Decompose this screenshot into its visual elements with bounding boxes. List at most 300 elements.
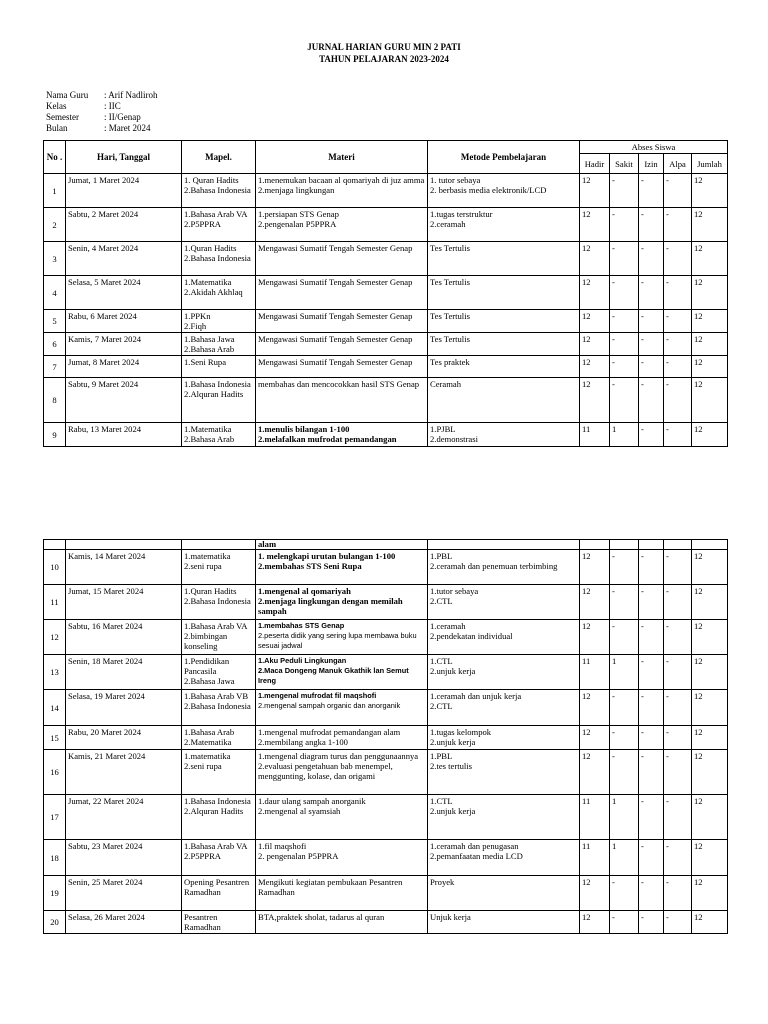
- header-mapel: Mapel.: [182, 141, 256, 174]
- cell-sakit: -: [610, 310, 639, 333]
- table-row: [44, 726, 728, 750]
- materi-line: 1.fil maqshofi: [258, 841, 307, 851]
- cell-metode: [428, 356, 580, 378]
- cell-metode: [428, 750, 580, 795]
- cell-metode: [428, 550, 580, 585]
- mapel-line: 2.Bahasa Jawa: [184, 676, 235, 686]
- cell-alpa: -: [664, 174, 692, 208]
- header-jumlah: Jumlah: [692, 154, 728, 174]
- cell-izin: -: [639, 242, 664, 276]
- mapel-line: 1.Matematika: [184, 424, 232, 434]
- materi-line: 2.mengenal sampah organic dan anorganik: [258, 701, 401, 710]
- materi-line: BTA,praktek sholat, tadarus al quran: [258, 912, 385, 922]
- materi-line: Mengawasi Sumatif Tengah Semester Genap: [258, 311, 413, 321]
- cell-metode: [428, 620, 580, 655]
- table-row: [44, 356, 728, 378]
- cell-alpa: -: [664, 620, 692, 655]
- cell-mapel: [182, 208, 256, 242]
- cell-empty: [610, 540, 639, 550]
- cell-metode: [428, 276, 580, 310]
- cell-izin: -: [639, 585, 664, 620]
- cell-hadir: 12: [580, 310, 610, 333]
- materi-line: 1. melengkapi urutan bulangan 1-100: [258, 551, 396, 561]
- mapel-line: 1.Quran Hadits: [184, 586, 237, 596]
- cell-sakit: -: [610, 174, 639, 208]
- metode-line: 2.unjuk kerja: [430, 666, 476, 676]
- metode-line: 1.tugas terstruktur: [430, 209, 493, 219]
- cell-no: 11: [44, 585, 66, 620]
- cell-alpa: -: [664, 726, 692, 750]
- cell-date: Jumat, 1 Maret 2024: [66, 174, 182, 208]
- cell-hadir: 12: [580, 585, 610, 620]
- materi-line: 2. pengenalan P5PPRA: [258, 851, 339, 861]
- cell-jumlah: 12: [692, 310, 728, 333]
- cell-metode: [428, 876, 580, 911]
- document-title: JURNAL HARIAN GURU MIN 2 PATI: [307, 42, 461, 52]
- cell-materi: [256, 795, 428, 840]
- metode-line: 1.ceramah dan penugasan: [430, 841, 519, 851]
- cell-mapel: [182, 550, 256, 585]
- materi-line: membahas dan mencocokkan hasil STS Genap: [258, 379, 420, 389]
- cell-date: Senin, 4 Maret 2024: [66, 242, 182, 276]
- header-hadir: Hadir: [580, 154, 610, 174]
- cell-alpa: -: [664, 876, 692, 911]
- mapel-line: 1. Quran Hadits: [184, 175, 239, 185]
- cell-materi: [256, 423, 428, 447]
- info-value: : IIC: [104, 101, 121, 111]
- cell-mapel: [182, 876, 256, 911]
- cell-sakit: -: [610, 876, 639, 911]
- cell-jumlah: 12: [692, 356, 728, 378]
- cell-no: 13: [44, 655, 66, 690]
- metode-line: 1.ceramah: [430, 621, 466, 631]
- info-label: Bulan: [46, 123, 68, 133]
- cell-empty: [580, 540, 610, 550]
- cell-materi: [256, 655, 428, 690]
- cell-empty: [664, 540, 692, 550]
- table-row: [44, 620, 728, 655]
- cell-hadir: 11: [580, 840, 610, 876]
- metode-line: 1.ceramah dan unjuk kerja: [430, 691, 522, 701]
- metode-line: 1.PJBL: [430, 424, 456, 434]
- cell-empty: [428, 540, 580, 550]
- metode-line: 1. tutor sebaya: [430, 175, 481, 185]
- cell-mapel: [182, 840, 256, 876]
- cell-izin: -: [639, 333, 664, 356]
- cell-hadir: 11: [580, 655, 610, 690]
- table-row: [44, 840, 728, 876]
- mapel-line: 2.Matematika: [184, 737, 232, 747]
- cell-no: 17: [44, 795, 66, 840]
- cell-sakit: -: [610, 726, 639, 750]
- cell-no: 4: [44, 276, 66, 310]
- mapel-line: 2.Akidah Akhlaq: [184, 287, 243, 297]
- mapel-line: 2.seni rupa: [184, 761, 222, 771]
- cell-alpa: -: [664, 690, 692, 726]
- cell-materi: [256, 840, 428, 876]
- cell-alpa: -: [664, 550, 692, 585]
- cell-date: Kamis, 14 Maret 2024: [66, 550, 182, 585]
- cell-metode: [428, 242, 580, 276]
- cell-date: Senin, 18 Maret 2024: [66, 655, 182, 690]
- cell-metode: [428, 690, 580, 726]
- header-no: No .: [44, 141, 66, 174]
- materi-line: Mengikuti kegiatan pembukaan Pesantren Ramadhan: [258, 877, 403, 897]
- metode-line: 1.tutor sebaya: [430, 586, 479, 596]
- cell-no: 8: [44, 378, 66, 423]
- cell-hadir: 12: [580, 726, 610, 750]
- mapel-line: Pesantren Ramadhan: [184, 912, 221, 932]
- materi-line: 1.menulis bilangan 1-100: [258, 424, 350, 434]
- cell-materi: [256, 242, 428, 276]
- cell-alpa: -: [664, 276, 692, 310]
- cell-mapel: [182, 356, 256, 378]
- table-row: [44, 585, 728, 620]
- materi-line: 1.daur ulang sampah anorganik: [258, 796, 366, 806]
- cell-materi: [256, 356, 428, 378]
- cell-mapel: [182, 655, 256, 690]
- metode-line: 2.unjuk kerja: [430, 737, 476, 747]
- metode-line: 2.demonstrasi: [430, 434, 478, 444]
- info-label: Semester: [46, 112, 79, 122]
- cell-jumlah: 12: [692, 620, 728, 655]
- metode-line: Tes Tertulis: [430, 243, 470, 253]
- cell-izin: -: [639, 655, 664, 690]
- cell-alpa: -: [664, 378, 692, 423]
- cell-alpa: -: [664, 356, 692, 378]
- cell-no: 15: [44, 726, 66, 750]
- metode-line: 1.PBL: [430, 551, 453, 561]
- mapel-line: 1.Bahasa Arab VA: [184, 841, 248, 851]
- table-row: [44, 655, 728, 690]
- cell-empty: [66, 540, 182, 550]
- cell-mapel: [182, 174, 256, 208]
- materi-line: 2.mengenal al syamsiah: [258, 806, 341, 816]
- mapel-line: 1.matematika: [184, 551, 231, 561]
- cell-mapel: [182, 690, 256, 726]
- cell-sakit: -: [610, 276, 639, 310]
- cell-izin: -: [639, 174, 664, 208]
- metode-line: 2.ceramah: [430, 219, 466, 229]
- table-row-carry-over: [44, 540, 728, 550]
- cell-no: 7: [44, 356, 66, 378]
- cell-sakit: -: [610, 585, 639, 620]
- cell-materi: [256, 585, 428, 620]
- cell-sakit: -: [610, 620, 639, 655]
- mapel-line: 1.Pendidikan Pancasila: [184, 656, 230, 676]
- cell-alpa: -: [664, 423, 692, 447]
- header-izin: Izin: [639, 154, 664, 174]
- table-row: [44, 550, 728, 585]
- metode-line: 2.unjuk kerja: [430, 806, 476, 816]
- cell-metode: [428, 423, 580, 447]
- info-value: : Arif Nadliroh: [104, 90, 158, 100]
- header-hari-tanggal: Hari, Tanggal: [66, 141, 182, 174]
- cell-hadir: 12: [580, 174, 610, 208]
- metode-line: Tes Tertulis: [430, 311, 470, 321]
- mapel-line: 2.P5PPRA: [184, 851, 222, 861]
- info-row-semester: [46, 112, 158, 123]
- cell-metode: [428, 208, 580, 242]
- cell-no: 14: [44, 690, 66, 726]
- cell-hadir: 12: [580, 550, 610, 585]
- mapel-line: 1.Seni Rupa: [184, 357, 227, 367]
- mapel-line: 1.matematika: [184, 751, 231, 761]
- cell-sakit: -: [610, 356, 639, 378]
- materi-line: 1.mengenal mufrodat pemandangan alam: [258, 727, 401, 737]
- cell-metode: [428, 174, 580, 208]
- mapel-line: 2.Alquran Hadits: [184, 806, 244, 816]
- cell-sakit: -: [610, 750, 639, 795]
- materi-line: 2.pengenalan P5PPRA: [258, 219, 337, 229]
- info-value: : II/Genap: [104, 112, 141, 122]
- cell-jumlah: 12: [692, 726, 728, 750]
- metode-line: 2.pendekatan individual: [430, 631, 513, 641]
- info-row-kelas: [46, 101, 158, 112]
- cell-alpa: -: [664, 310, 692, 333]
- cell-mapel: [182, 750, 256, 795]
- cell-jumlah: 12: [692, 750, 728, 795]
- metode-line: 2. berbasis media elektronik/LCD: [430, 185, 547, 195]
- cell-mapel: [182, 276, 256, 310]
- cell-hadir: 12: [580, 333, 610, 356]
- cell-no: 19: [44, 876, 66, 911]
- metode-line: 2.CTL: [430, 596, 453, 606]
- materi-line: Mengawasi Sumatif Tengah Semester Genap: [258, 243, 413, 253]
- cell-materi: [256, 750, 428, 795]
- mapel-line: 2.Bahasa Arab: [184, 434, 235, 444]
- cell-izin: -: [639, 208, 664, 242]
- document-subtitle: TAHUN PELAJARAN 2023-2024: [319, 54, 449, 64]
- metode-line: Tes praktek: [430, 357, 470, 367]
- cell-no: 6: [44, 333, 66, 356]
- cell-izin: -: [639, 550, 664, 585]
- cell-date: Sabtu, 23 Maret 2024: [66, 840, 182, 876]
- table-row: [44, 333, 728, 356]
- info-label: Nama Guru: [46, 90, 89, 100]
- metode-line: Unjuk kerja: [430, 912, 471, 922]
- materi-line: 2.Maca Dongeng Manuk Gkathik lan Semut Ireng: [258, 666, 409, 685]
- mapel-line: 2.Bahasa Indonesia: [184, 253, 251, 263]
- cell-materi: [256, 208, 428, 242]
- cell-date: Kamis, 7 Maret 2024: [66, 333, 182, 356]
- cell-materi: [256, 174, 428, 208]
- header-alpa: Alpa: [664, 154, 692, 174]
- cell-izin: -: [639, 690, 664, 726]
- cell-alpa: -: [664, 242, 692, 276]
- cell-izin: -: [639, 876, 664, 911]
- cell-date: Jumat, 15 Maret 2024: [66, 585, 182, 620]
- cell-metode: [428, 655, 580, 690]
- cell-hadir: 12: [580, 208, 610, 242]
- cell-izin: -: [639, 310, 664, 333]
- cell-materi: [256, 310, 428, 333]
- mapel-line: 2.Bahasa Indonesia: [184, 185, 251, 195]
- materi-line: 1.persiapan STS Genap: [258, 209, 339, 219]
- cell-date: Rabu, 13 Maret 2024: [66, 423, 182, 447]
- cell-jumlah: 12: [692, 423, 728, 447]
- cell-date: Rabu, 20 Maret 2024: [66, 726, 182, 750]
- header-materi: Materi: [256, 141, 428, 174]
- table-row: [44, 310, 728, 333]
- cell-date: Selasa, 19 Maret 2024: [66, 690, 182, 726]
- cell-no: 16: [44, 750, 66, 795]
- cell-date: Kamis, 21 Maret 2024: [66, 750, 182, 795]
- materi-line: 1.mengenal al qomariyah: [258, 586, 351, 596]
- cell-materi: [256, 690, 428, 726]
- cell-no: 3: [44, 242, 66, 276]
- metode-line: 1.tugas kelompok: [430, 727, 492, 737]
- mapel-line: 1.Bahasa Arab: [184, 727, 235, 737]
- cell-mapel: [182, 911, 256, 934]
- cell-sakit: -: [610, 550, 639, 585]
- cell-materi: [256, 378, 428, 423]
- cell-mapel: [182, 423, 256, 447]
- cell-mapel: [182, 585, 256, 620]
- materi-line: 1.mengenal diagram turus dan penggunaannya: [258, 751, 419, 761]
- cell-sakit: 1: [610, 423, 639, 447]
- mapel-line: 1.Bahasa Arab VA: [184, 621, 248, 631]
- materi-line: 1.menemukan bacaan al qomariyah di juz amma: [258, 175, 425, 185]
- journal-table-page-1: [43, 140, 728, 447]
- cell-hadir: 12: [580, 750, 610, 795]
- table-row: [44, 174, 728, 208]
- materi-line: 2.melafalkan mufrodat pemandangan: [258, 434, 397, 444]
- cell-materi: [256, 276, 428, 310]
- cell-mapel: [182, 620, 256, 655]
- mapel-line: 2.bimbingan konseling: [184, 631, 228, 651]
- materi-line: 2.membahas STS Seni Rupa: [258, 561, 362, 571]
- cell-materi: [256, 911, 428, 934]
- cell-alpa: -: [664, 750, 692, 795]
- mapel-line: 1.Quran Hadits: [184, 243, 237, 253]
- cell-izin: -: [639, 423, 664, 447]
- cell-jumlah: 12: [692, 911, 728, 934]
- metode-line: 2.tes tertulis: [430, 761, 473, 771]
- cell-sakit: 1: [610, 840, 639, 876]
- cell-hadir: 12: [580, 876, 610, 911]
- cell-materi-carry: alam: [256, 540, 428, 550]
- materi-line: 2.menjaga lingkungan dengan memilah sampah: [258, 596, 403, 616]
- cell-materi: [256, 333, 428, 356]
- cell-mapel: [182, 333, 256, 356]
- cell-date: Selasa, 26 Maret 2024: [66, 911, 182, 934]
- materi-line: 1.Aku Peduli Lingkungan: [258, 656, 347, 665]
- cell-jumlah: 12: [692, 208, 728, 242]
- cell-alpa: -: [664, 911, 692, 934]
- header-absensi: Abses Siswa: [580, 141, 728, 154]
- cell-materi: [256, 550, 428, 585]
- cell-date: Sabtu, 2 Maret 2024: [66, 208, 182, 242]
- cell-sakit: -: [610, 208, 639, 242]
- cell-hadir: 12: [580, 911, 610, 934]
- cell-jumlah: 12: [692, 655, 728, 690]
- cell-hadir: 12: [580, 276, 610, 310]
- info-row-bulan: [46, 123, 158, 134]
- mapel-line: 2.seni rupa: [184, 561, 222, 571]
- table-row: [44, 911, 728, 934]
- mapel-line: 1.Bahasa Arab VA: [184, 209, 248, 219]
- cell-izin: -: [639, 750, 664, 795]
- cell-no: 12: [44, 620, 66, 655]
- table-row: [44, 750, 728, 795]
- cell-hadir: 12: [580, 356, 610, 378]
- cell-metode: [428, 310, 580, 333]
- cell-hadir: 11: [580, 423, 610, 447]
- table-row: [44, 378, 728, 423]
- metode-line: Tes Tertulis: [430, 277, 470, 287]
- cell-jumlah: 12: [692, 585, 728, 620]
- table-row: [44, 423, 728, 447]
- header-metode: Metode Pembelajaran: [428, 141, 580, 174]
- cell-date: Senin, 25 Maret 2024: [66, 876, 182, 911]
- cell-hadir: 12: [580, 620, 610, 655]
- cell-mapel: [182, 378, 256, 423]
- cell-no: 9: [44, 423, 66, 447]
- cell-sakit: -: [610, 378, 639, 423]
- cell-sakit: -: [610, 333, 639, 356]
- metode-line: Tes Tertulis: [430, 334, 470, 344]
- cell-empty: [182, 540, 256, 550]
- cell-no: 18: [44, 840, 66, 876]
- cell-date: Jumat, 22 Maret 2024: [66, 795, 182, 840]
- mapel-line: 2.Bahasa Indonesia: [184, 596, 251, 606]
- cell-izin: -: [639, 726, 664, 750]
- cell-mapel: [182, 242, 256, 276]
- cell-izin: -: [639, 378, 664, 423]
- cell-hadir: 12: [580, 378, 610, 423]
- cell-sakit: -: [610, 690, 639, 726]
- cell-metode: [428, 726, 580, 750]
- materi-line: Mengawasi Sumatif Tengah Semester Genap: [258, 334, 413, 344]
- metode-line: 1.CTL: [430, 796, 453, 806]
- cell-no: 1: [44, 174, 66, 208]
- cell-jumlah: 12: [692, 550, 728, 585]
- cell-izin: -: [639, 620, 664, 655]
- metode-line: 2.ceramah dan penemuan terbimbing: [430, 561, 558, 571]
- metode-line: 1.CTL: [430, 656, 453, 666]
- cell-date: Sabtu, 16 Maret 2024: [66, 620, 182, 655]
- table-row: [44, 242, 728, 276]
- info-row-nama: [46, 90, 158, 101]
- metode-line: 2.CTL: [430, 701, 453, 711]
- cell-metode: [428, 378, 580, 423]
- cell-date: Sabtu, 9 Maret 2024: [66, 378, 182, 423]
- cell-alpa: -: [664, 333, 692, 356]
- cell-metode: [428, 795, 580, 840]
- cell-metode: [428, 585, 580, 620]
- cell-hadir: 12: [580, 242, 610, 276]
- cell-sakit: 1: [610, 795, 639, 840]
- cell-jumlah: 12: [692, 333, 728, 356]
- materi-line: 2.evaluasi pengetahuan bab menempel, menggunting, kolase, dan origami: [258, 761, 393, 781]
- cell-izin: -: [639, 795, 664, 840]
- cell-jumlah: 12: [692, 795, 728, 840]
- cell-izin: -: [639, 840, 664, 876]
- cell-izin: -: [639, 276, 664, 310]
- mapel-line: 1.PPKn: [184, 311, 211, 321]
- cell-no: 20: [44, 911, 66, 934]
- table-row: [44, 795, 728, 840]
- cell-materi: [256, 876, 428, 911]
- cell-jumlah: 12: [692, 876, 728, 911]
- mapel-line: 1.Bahasa Jawa: [184, 334, 235, 344]
- cell-mapel: [182, 310, 256, 333]
- cell-alpa: -: [664, 840, 692, 876]
- cell-no: 10: [44, 550, 66, 585]
- cell-jumlah: 12: [692, 840, 728, 876]
- mapel-line: 1.Bahasa Indonesia: [184, 796, 251, 806]
